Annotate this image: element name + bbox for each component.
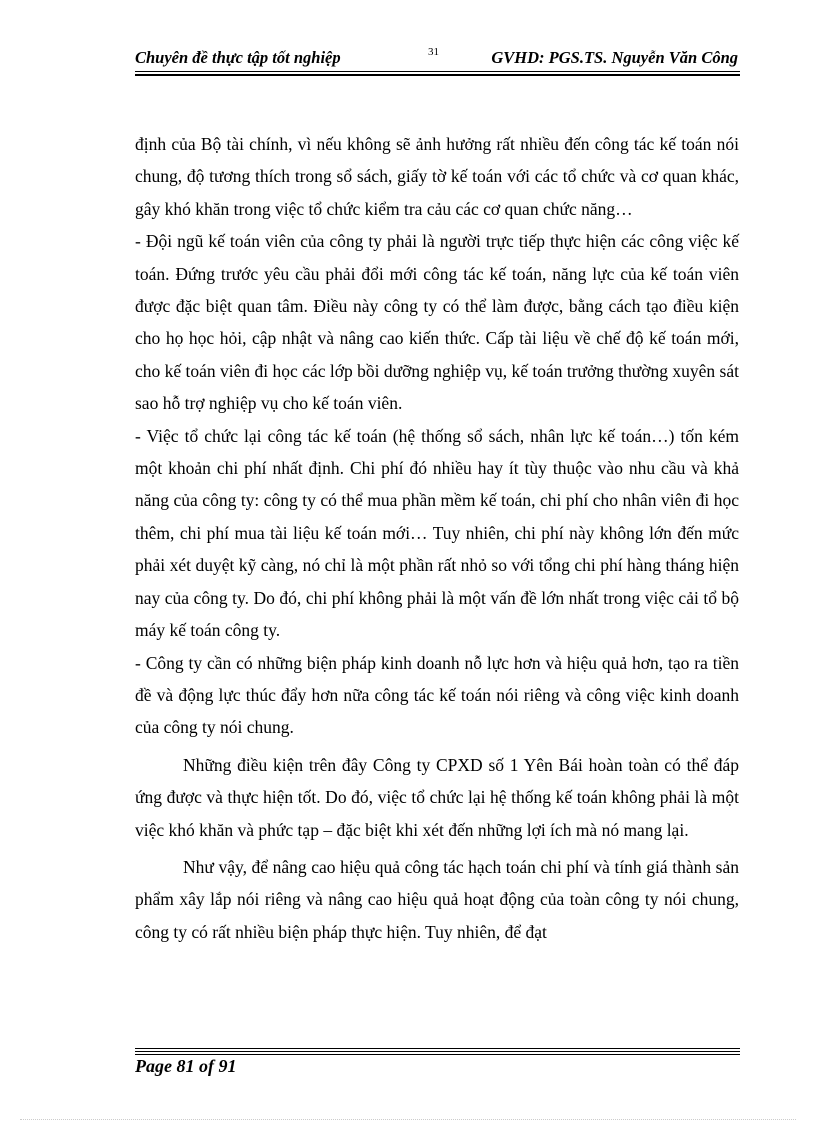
paragraph-5: Những điều kiện trên đây Công ty CPXD số 1 Yên Bái hoàn toàn có thể đáp ứng được và thực hiện tốt. Do đó, việc tổ chức lại hệ thống kế toán không phải là một việc khó khăn và phức tạp – đặc biệt khi xét đến những lợi ích mà nó mang lại.: [135, 754, 739, 840]
footer-rule-1: [135, 1048, 740, 1049]
page-header: [135, 46, 740, 70]
paragraph-4-bullet: - Công ty cần có những biện pháp kinh doanh nỗ lực hơn và hiệu quả hơn, tạo ra tiền đề và động lực thúc đẩy hơn nữa công tác kế toán nói riêng và công việc kinh doanh của công ty nói chung.: [135, 652, 739, 738]
header-page-number: 31: [428, 46, 439, 58]
paragraph-6: Như vậy, để nâng cao hiệu quả công tác hạch toán chi phí và tính giá thành sản phẩm xây lắp nói riêng và nâng cao hiệu quả hoạt động của toàn công ty nói chung, công ty có rất nhiều biện pháp thực hiện. Tuy nhiên, để đạt: [135, 856, 739, 942]
footer-page-label: Page 81 of 91: [135, 1056, 237, 1076]
footer-rule-3: [135, 1054, 740, 1055]
document-body: [135, 128, 739, 948]
paragraph-2-bullet: - Đội ngũ kế toán viên của công ty phải là người trực tiếp thực hiện các công việc kế toán. Đứng trước yêu cầu phải đổi mới công tác kế toán, năng lực của kế toán viên được đặc biệt quan tâm. Điều này công ty có thể làm được, bằng cách tạo điều kiện cho họ học hỏi, cập nhật và nâng cao kiến thức. Cấp tài liệu về chế độ kế toán mới, cho kế toán viên đi học các lớp bồi dưỡng nghiệp vụ, kế toán trưởng thường xuyên sát sao hỗ trợ nghiệp vụ cho kế toán viên.: [135, 231, 739, 414]
paragraph-3-bullet: - Việc tổ chức lại công tác kế toán (hệ thống sổ sách, nhân lực kế toán…) tốn kém một khoản chi phí nhất định. Chi phí đó nhiều hay ít tùy thuộc vào nhu cầu và khả năng của công ty: công ty có thể mua phần mềm kế toán, chi phí cho nhân viên đi học thêm, chi phí mua tài liệu kế toán mới… Tuy nhiên, chi phí này không lớn đến mức phải xét duyệt kỹ càng, nó chỉ là một phần rất nhỏ so với tổng chi phí hàng tháng hiện nay của công ty. Do đó, chi phí không phải là một vấn đề lớn nhất trong việc cải tổ bộ máy kế toán công ty.: [135, 425, 739, 641]
header-rule-thin: [135, 71, 740, 72]
header-advisor: GVHD: PGS.TS. Nguyễn Văn Công: [491, 48, 738, 67]
page-edge-dotted-line: [20, 1119, 796, 1120]
header-rule-thick: [135, 74, 740, 76]
header-title: Chuyên đề thực tập tốt nghiệp: [135, 48, 341, 67]
footer-rule-2: [135, 1051, 740, 1052]
paragraph-1: định của Bộ tài chính, vì nếu không sẽ ảnh hưởng rất nhiều đến công tác kế toán nói chung, độ tương thích trong sổ sách, giấy tờ kế toán với các tổ chức và cơ quan khác, gây khó khăn trong việc tổ chức kiểm tra cảu các cơ quan chức năng…: [135, 134, 739, 219]
